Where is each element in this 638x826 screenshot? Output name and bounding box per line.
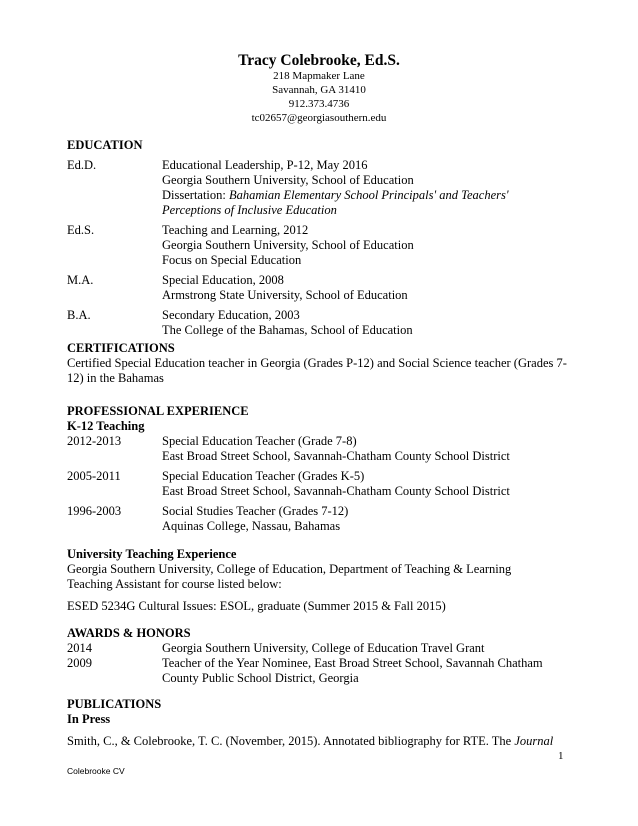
k12-years-3: 1996-2003 <box>67 504 122 518</box>
dissertation-title-2: Perceptions of Inclusive Education <box>162 203 337 217</box>
k12-years-1: 2012-2013 <box>67 434 122 448</box>
phone-number: 912.373.4736 <box>288 98 350 110</box>
degree-ba: B.A. <box>67 308 91 322</box>
k12-title-2: Special Education Teacher (Grades K-5) <box>162 469 365 483</box>
k12-place-2: East Broad Street School, Savannah-Chatham County School District <box>162 484 510 498</box>
university-course: ESED 5234G Cultural Issues: ESOL, graduate (Summer 2015 & Fall 2015) <box>67 599 446 613</box>
university-line-2: Teaching Assistant for course listed below: <box>67 577 282 591</box>
eds-school: Georgia Southern University, School of Education <box>162 238 414 252</box>
publication-journal: Journal <box>514 734 554 748</box>
award-text-1: Georgia Southern University, College of Education Travel Grant <box>162 641 485 655</box>
university-teaching-heading: University Teaching Experience <box>67 547 237 561</box>
k12-heading: K-12 Teaching <box>67 419 145 433</box>
eds-focus: Focus on Special Education <box>162 253 302 267</box>
ma-program: Special Education, 2008 <box>162 273 284 287</box>
degree-edd: Ed.D. <box>67 158 97 172</box>
certifications-line-2: 12) in the Bahamas <box>67 371 164 385</box>
k12-title-3: Social Studies Teacher (Grades 7-12) <box>162 504 349 518</box>
edd-school: Georgia Southern University, School of Education <box>162 173 414 187</box>
in-press-subheading: In Press <box>67 712 111 726</box>
award-year-1: 2014 <box>67 641 92 655</box>
dissertation-label: Dissertation: <box>162 188 230 202</box>
address-line-1: 218 Mapmaker Lane <box>273 70 365 82</box>
degree-eds: Ed.S. <box>67 223 95 237</box>
edd-dissertation <box>162 188 509 203</box>
certifications-line-1: Certified Special Education teacher in Georgia (Grades P-12) and Social Science teacher (Grades 7- <box>67 356 567 370</box>
award-year-2: 2009 <box>67 656 92 670</box>
degree-ma: M.A. <box>67 273 94 287</box>
certifications-heading: CERTIFICATIONS <box>67 341 175 355</box>
dissertation-title-1: Bahamian Elementary School Principals' and Teachers' <box>229 188 509 202</box>
footer-label: Colebrooke CV <box>67 766 125 776</box>
experience-heading: PROFESSIONAL EXPERIENCE <box>67 404 249 418</box>
address-line-2: Savannah, GA 31410 <box>272 84 366 96</box>
edd-program: Educational Leadership, P-12, May 2016 <box>162 158 368 172</box>
award-text-2-cont: County Public School District, Georgia <box>162 671 359 685</box>
email-address: tc02657@georgiasouthern.edu <box>251 112 387 124</box>
page-number: 1 <box>558 750 564 762</box>
publication-entry <box>67 734 553 749</box>
k12-place-3: Aquinas College, Nassau, Bahamas <box>162 519 341 533</box>
ba-school: The College of the Bahamas, School of Education <box>162 323 413 337</box>
ma-school: Armstrong State University, School of Education <box>162 288 408 302</box>
k12-place-1: East Broad Street School, Savannah-Chatham County School District <box>162 449 510 463</box>
education-heading: EDUCATION <box>67 138 143 152</box>
award-text-2: Teacher of the Year Nominee, East Broad Street School, Savannah Chatham <box>162 656 543 670</box>
publication-citation: Smith, C., & Colebrooke, T. C. (November, 2015). Annotated bibliography for RTE. The <box>67 734 515 748</box>
ba-program: Secondary Education, 2003 <box>162 308 300 322</box>
eds-program: Teaching and Learning, 2012 <box>162 223 309 237</box>
cv-name: Tracy Colebrooke, Ed.S. <box>238 52 400 69</box>
publications-heading: PUBLICATIONS <box>67 697 162 711</box>
awards-heading: AWARDS & HONORS <box>67 626 191 640</box>
k12-title-1: Special Education Teacher (Grade 7-8) <box>162 434 357 448</box>
university-line-1: Georgia Southern University, College of Education, Department of Teaching & Learning <box>67 562 512 576</box>
k12-years-2: 2005-2011 <box>67 469 121 483</box>
